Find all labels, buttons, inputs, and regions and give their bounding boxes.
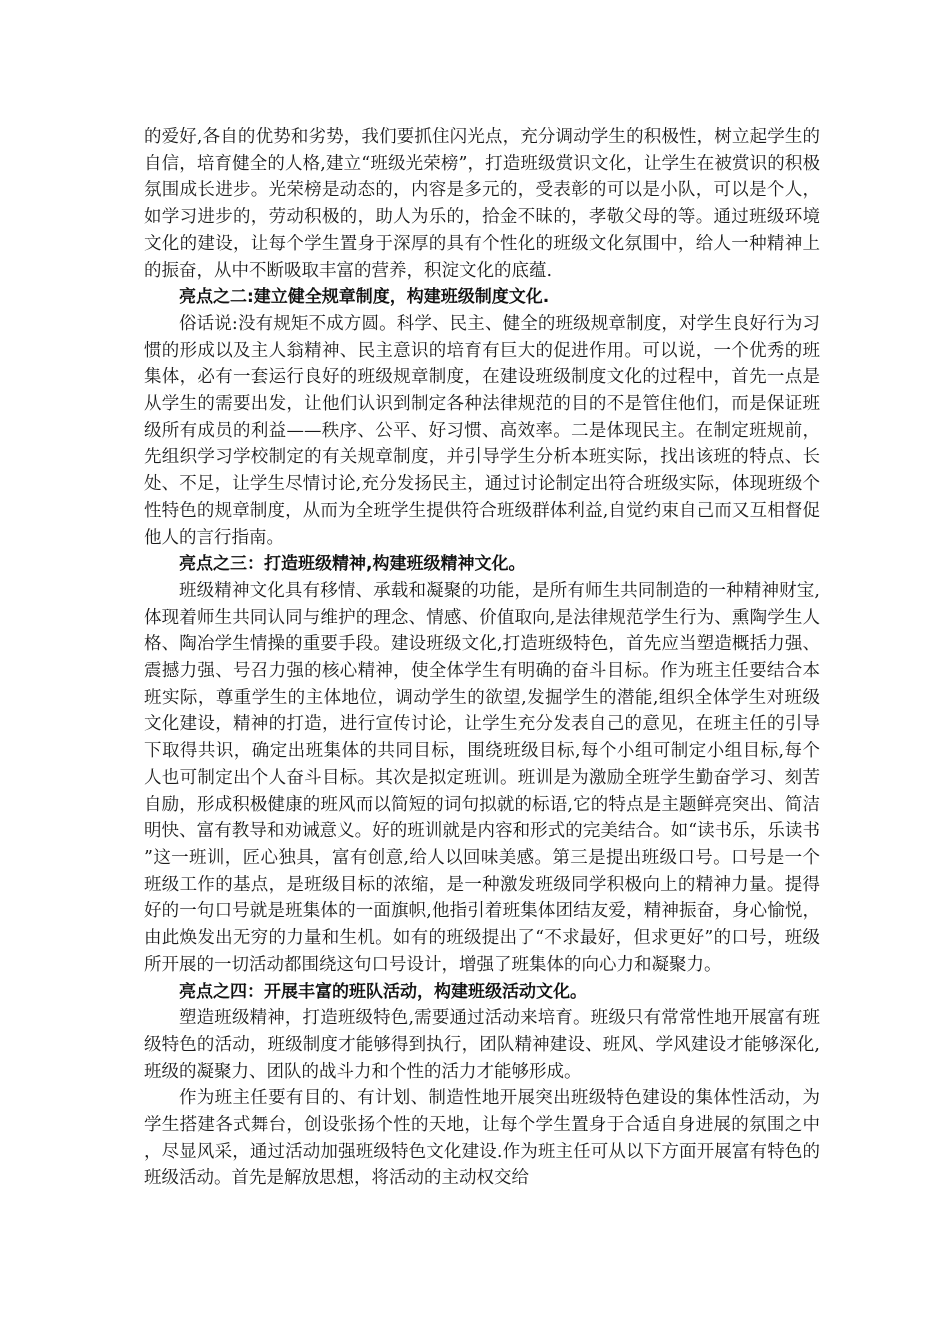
body-paragraph-3: 班级精神文化具有移情、承载和凝聚的功能，是所有师生共同制造的一种精神财宝,体现着师生共同认同与维护的理念、情感、价值取向,是法律规范学生行为、熏陶学生人格、陶冶学生情操的重要手段。建设班级文化,打造班级特色，首先应当塑造概括力强、震撼力强、号召力强的核心精神，使全体学生有明确的奋斗目标。作为班主任要结合本班实际，尊重学生的主体地位，调动学生的欲望,发掘学生的潜能,组织全体学生对班级文化建设，精神的打造，进行宣传讨论，让学生充分发表自己的意见，在班主任的引导下取得共识，确定出班集体的共同目标，围绕班级目标,每个小组可制定小组目标,每个人也可制定出个人奋斗目标。其次是拟定班训。班训是为激励全班学生勤奋学习、刻苦自励，形成积极健康的班风而以简短的词句拟就的标语,它的特点是主题鲜亮突出、简洁明快、富有教导和劝诫意义。好的班训就是内容和形式的完美结合。如“读书乐，乐读书”这一班训，匠心独具，富有创意,给人以回味美感。第三是提出班级口号。口号是一个班级工作的基点，是班级目标的浓缩，是一种激发班级同学积极向上的精神力量。提得好的一句口号就是班集体的一面旗帜,他指引着班集体团结友爱，精神振奋，身心愉悦，由此焕发出无穷的力量和生机。如有的班级提出了“不求最好，但求更好”的口号，班级所开展的一切活动都围绕这句口号设计，增强了班集体的向心力和凝聚力。 (144, 580, 820, 975)
section-heading-4: 亮点之四：开展丰富的班队活动，构建班级活动文化。 (179, 981, 587, 1002)
body-paragraph-2: 俗话说:没有规矩不成方圆。科学、民主、健全的班级规章制度，对学生良好行为习惯的形成以及主人翁精神、民主意识的培育有巨大的促进作用。可以说，一个优秀的班集体，必有一套运行良好的班级规章制度，在建设班级制度文化的过程中，首先一点是从学生的需要出发，让他们认识到制定各种法律规范的目的不是管住他们，而是保证班级所有成员的利益——秩序、公平、好习惯、高效率。二是体现民主。在制定班规前，先组织学习学校制定的有关规章制度，并引导学生分析本班实际，找出该班的特点、长处、不足，让学生尽情讨论,充分发扬民主，通过讨论制定出符合班级实际，体现班级个性特色的规章制度，从而为全班学生提供符合班级群体利益,自觉约束自己而又互相督促他人的言行指南。 (144, 313, 820, 548)
document-body (144, 124, 820, 1192)
section-heading-3: 亮点之三：打造班级精神,构建班级精神文化。 (179, 554, 526, 575)
body-paragraph-1: 的爱好,各自的优势和劣势，我们要抓住闪光点，充分调动学生的积极性，树立起学生的自信，培育健全的人格,建立“班级光荣榜”，打造班级赏识文化，让学生在被赏识的积极氛围成长进步。光荣榜是动态的，内容是多元的，受表彰的可以是小队，可以是个人，如学习进步的，劳动积极的，助人为乐的，拾金不昧的，孝敬父母的等。通过班级环境文化的建设，让每个学生置身于深厚的具有个性化的班级文化氛围中，给人一种精神上的振奋，从中不断吸取丰富的营养，积淀文化的底蕴. (144, 127, 820, 281)
body-paragraph-5: 作为班主任要有目的、有计划、制造性地开展突出班级特色建设的集体性活动，为学生搭建各式舞台，创设张扬个性的天地，让每个学生置身于合适自身进展的氛围之中，尽显风采，通过活动加强班级特色文化建设.作为班主任可从以下方面开展富有特色的班级活动。首先是解放思想，将活动的主动权交给 (144, 1088, 820, 1189)
section-heading-2: 亮点之二:建立健全规章制度，构建班级制度文化. (179, 287, 550, 308)
body-paragraph-4: 塑造班级精神，打造班级特色,需要通过活动来培育。班级只有常常性地开展富有班级特色的活动，班级制度才能够得到执行，团队精神建设、班风、学风建设才能够深化,班级的凝聚力、团队的战斗力和个性的活力才能够形成。 (144, 1008, 820, 1082)
